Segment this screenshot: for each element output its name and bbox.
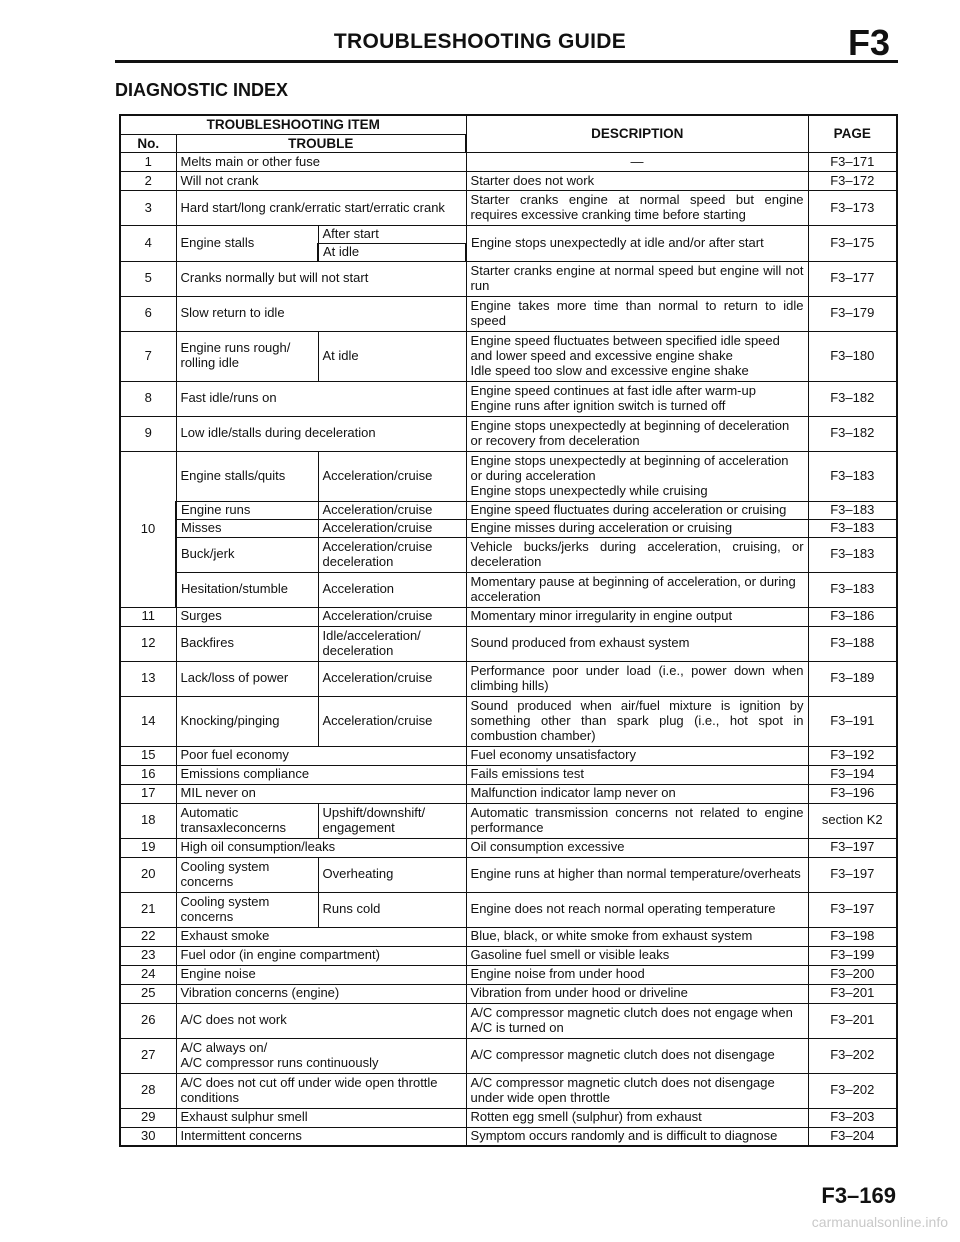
table-row: [120, 626, 897, 661]
section-code: F3: [847, 22, 890, 63]
row-page: F3–173: [808, 191, 897, 226]
table-row: [120, 381, 897, 416]
table-row: [120, 172, 897, 191]
row-page: F3–202: [808, 1038, 897, 1073]
table-row: [120, 965, 897, 984]
row-no: 13: [120, 661, 176, 696]
row-no: 20: [120, 857, 176, 892]
row-no: 16: [120, 765, 176, 784]
row-trouble: Fast idle/runs on: [176, 381, 466, 416]
table-row: [120, 661, 897, 696]
trouble-line: A/C compressor runs continuously: [180, 1054, 379, 1070]
row-trouble: Melts main or other fuse: [176, 153, 466, 172]
row-description: Rotten egg smell (sulphur) from exhaust: [466, 1108, 808, 1127]
row-no: 11: [120, 607, 176, 626]
row-description: Starter does not work: [466, 172, 808, 191]
row-no: 2: [120, 172, 176, 191]
row-no: 28: [120, 1073, 176, 1108]
table-row: [120, 1038, 897, 1073]
row-page: F3–197: [808, 857, 897, 892]
description-header: DESCRIPTION: [466, 115, 808, 153]
row-description: Automatic transmission concerns not related to engine performance: [466, 803, 808, 838]
row-condition: Acceleration/cruise: [318, 661, 466, 696]
row-condition: Overheating: [318, 857, 466, 892]
row-description: Engine misses during acceleration or cruising: [466, 519, 808, 537]
row-trouble: Lack/loss of power: [176, 661, 318, 696]
table-row: [120, 261, 897, 296]
table-row: [120, 191, 897, 226]
row-condition: Runs cold: [318, 892, 466, 927]
row-description: Vehicle bucks/jerks during acceleration, cruising, or deceleration: [466, 537, 808, 572]
row-trouble: Backfires: [176, 626, 318, 661]
table-row: [120, 416, 897, 451]
row-no: 1: [120, 153, 176, 172]
row-no: 27: [120, 1038, 176, 1073]
row-trouble: Hesitation/stumble: [176, 572, 318, 607]
row-page: F3–189: [808, 661, 897, 696]
row-trouble: Low idle/stalls during deceleration: [176, 416, 466, 451]
row-page: F3–192: [808, 746, 897, 765]
row-description: Engine stops unexpectedly at idle and/or after start: [466, 226, 808, 262]
row-trouble: Intermittent concerns: [176, 1127, 466, 1146]
header-divider: [115, 60, 898, 63]
row-description: [466, 331, 808, 381]
row-no: 15: [120, 746, 176, 765]
row-trouble: Engine stalls/quits: [176, 451, 318, 501]
table-row: [120, 153, 897, 172]
row-description: Sound produced from exhaust system: [466, 626, 808, 661]
row-no: 3: [120, 191, 176, 226]
table-row: [120, 946, 897, 965]
row-page: F3–182: [808, 381, 897, 416]
row-no: 26: [120, 1003, 176, 1038]
row-trouble: Knocking/pinging: [176, 696, 318, 746]
row-description: Engine speed fluctuates during acceleration or cruising: [466, 501, 808, 519]
row-description: Performance poor under load (i.e., power down when climbing hills): [466, 661, 808, 696]
table-row: [120, 451, 897, 501]
row-no: 21: [120, 892, 176, 927]
table-row: [120, 927, 897, 946]
row-page: F3–175: [808, 226, 897, 262]
row-page: F3–203: [808, 1108, 897, 1127]
row-description: Engine noise from under hood: [466, 965, 808, 984]
row-description: A/C compressor magnetic clutch does not disengage: [466, 1038, 808, 1073]
row-condition: Acceleration/cruise: [318, 451, 466, 501]
description-line: Engine speed fluctuates between specified idle speed and lower speed and excessive engine shake: [470, 333, 780, 363]
row-trouble: Engine stalls: [176, 226, 318, 262]
row-trouble: Engine runs: [176, 501, 318, 519]
row-description: Engine takes more time than normal to return to idle speed: [466, 296, 808, 331]
row-description: Starter cranks engine at normal speed but engine will not run: [466, 261, 808, 296]
row-no: 10: [120, 451, 176, 607]
row-page: F3–194: [808, 765, 897, 784]
row-no: 18: [120, 803, 176, 838]
row-condition: Acceleration/cruise: [318, 501, 466, 519]
row-description: Blue, black, or white smoke from exhaust system: [466, 927, 808, 946]
row-page: F3–177: [808, 261, 897, 296]
row-no: 12: [120, 626, 176, 661]
row-trouble: A/C does not work: [176, 1003, 466, 1038]
trouble-header: TROUBLE: [176, 134, 466, 153]
row-page: F3–197: [808, 892, 897, 927]
row-no: 22: [120, 927, 176, 946]
description-line: Engine stops unexpectedly while cruising: [470, 482, 708, 498]
row-no: 8: [120, 381, 176, 416]
row-trouble: MIL never on: [176, 784, 466, 803]
row-page: F3–199: [808, 946, 897, 965]
description-line: Idle speed too slow and excessive engine shake: [470, 362, 749, 378]
row-trouble: Cooling system concerns: [176, 892, 318, 927]
section-title: DIAGNOSTIC INDEX: [115, 80, 289, 100]
row-description: Momentary minor irregularity in engine output: [466, 607, 808, 626]
row-condition: Acceleration/cruise: [318, 607, 466, 626]
row-page: F3–186: [808, 607, 897, 626]
row-trouble: Engine noise: [176, 965, 466, 984]
row-trouble: Fuel odor (in engine compartment): [176, 946, 466, 965]
table-row: [120, 838, 897, 857]
no-header: No.: [120, 134, 176, 153]
table-row: [120, 857, 897, 892]
table-row: [120, 696, 897, 746]
row-page: F3–204: [808, 1127, 897, 1146]
row-trouble: Surges: [176, 607, 318, 626]
row-trouble: Engine runs rough/ rolling idle: [176, 331, 318, 381]
table-row: [120, 1108, 897, 1127]
table-row: [120, 296, 897, 331]
table-row: [120, 331, 897, 381]
row-description: Sound produced when air/fuel mixture is ignition by something other than spark plug (i.e., hot spot in combustion chamber): [466, 696, 808, 746]
row-page: F3–183: [808, 501, 897, 519]
table-row: [120, 607, 897, 626]
row-page: F3–196: [808, 784, 897, 803]
row-page: F3–191: [808, 696, 897, 746]
row-page: F3–183: [808, 537, 897, 572]
row-trouble: Poor fuel economy: [176, 746, 466, 765]
row-description: [466, 451, 808, 501]
row-description: Momentary pause at beginning of acceleration, or during acceleration: [466, 572, 808, 607]
row-no: 9: [120, 416, 176, 451]
row-trouble: A/C does not cut off under wide open throttle conditions: [176, 1073, 466, 1108]
row-description: Vibration from under hood or driveline: [466, 984, 808, 1003]
row-description: Gasoline fuel smell or visible leaks: [466, 946, 808, 965]
description-line: Engine stops unexpectedly at beginning of acceleration or during acceleration: [470, 453, 789, 483]
table-row: [120, 226, 897, 244]
page-header-title: TROUBLESHOOTING GUIDE: [333, 30, 627, 53]
row-no: 30: [120, 1127, 176, 1146]
table-row: [120, 1127, 897, 1146]
row-description: Engine does not reach normal operating temperature: [466, 892, 808, 927]
row-page: F3–179: [808, 296, 897, 331]
row-description: A/C compressor magnetic clutch does not disengage under wide open throttle: [466, 1073, 808, 1108]
table-row: [120, 784, 897, 803]
row-description: —: [466, 153, 808, 172]
table-row: [120, 537, 897, 572]
row-no: 23: [120, 946, 176, 965]
row-condition: Idle/acceleration/ deceleration: [318, 626, 466, 661]
row-trouble: High oil consumption/leaks: [176, 838, 466, 857]
row-no: 14: [120, 696, 176, 746]
table-row: [120, 984, 897, 1003]
table-row: [120, 501, 897, 519]
description-line: Engine speed continues at fast idle after warm-up: [470, 382, 756, 398]
row-description: Engine stops unexpectedly at beginning of deceleration or recovery from deceleration: [466, 416, 808, 451]
description-line: Engine runs after ignition switch is turned off: [470, 397, 726, 413]
row-page: F3–182: [808, 416, 897, 451]
row-description: Symptom occurs randomly and is difficult to diagnose: [466, 1127, 808, 1146]
row-no: 7: [120, 331, 176, 381]
row-condition: Upshift/downshift/ engagement: [318, 803, 466, 838]
row-page: F3–171: [808, 153, 897, 172]
table-row: [120, 892, 897, 927]
row-trouble: Exhaust smoke: [176, 927, 466, 946]
row-page: F3–172: [808, 172, 897, 191]
row-no: 19: [120, 838, 176, 857]
row-no: 24: [120, 965, 176, 984]
row-page: F3–180: [808, 331, 897, 381]
row-trouble: Misses: [176, 519, 318, 537]
page-header: PAGE: [808, 115, 897, 153]
row-page: F3–183: [808, 572, 897, 607]
row-page: F3–183: [808, 519, 897, 537]
row-page: F3–200: [808, 965, 897, 984]
row-description: Oil consumption excessive: [466, 838, 808, 857]
row-trouble: Cranks normally but will not start: [176, 261, 466, 296]
row-page: F3–198: [808, 927, 897, 946]
row-no: 5: [120, 261, 176, 296]
row-condition: Acceleration/cruise: [318, 696, 466, 746]
row-trouble: Will not crank: [176, 172, 466, 191]
row-description: Fails emissions test: [466, 765, 808, 784]
row-condition: Acceleration/cruise: [318, 519, 466, 537]
row-condition: After start: [318, 226, 466, 244]
troubleshooting-item-header: TROUBLESHOOTING ITEM: [120, 115, 466, 134]
row-no: 17: [120, 784, 176, 803]
row-condition: At idle: [318, 331, 466, 381]
page-number: F3–169: [821, 1183, 896, 1208]
row-trouble: Exhaust sulphur smell: [176, 1108, 466, 1127]
row-page: F3–183: [808, 451, 897, 501]
table-row: [120, 803, 897, 838]
table-row: [120, 1003, 897, 1038]
row-no: 6: [120, 296, 176, 331]
table-row: [120, 519, 897, 537]
row-trouble: Hard start/long crank/erratic start/erratic crank: [176, 191, 466, 226]
watermark: carmanualsonline.info: [811, 1214, 948, 1230]
row-no: 4: [120, 226, 176, 262]
diagnostic-index-table: [119, 114, 898, 1147]
row-description: Starter cranks engine at normal speed but engine requires excessive cranking time before starting: [466, 191, 808, 226]
row-page: F3–197: [808, 838, 897, 857]
row-page: F3–201: [808, 984, 897, 1003]
row-trouble: Buck/jerk: [176, 537, 318, 572]
row-no: 25: [120, 984, 176, 1003]
table-row: [120, 765, 897, 784]
row-trouble: [176, 1038, 466, 1073]
row-trouble: Vibration concerns (engine): [176, 984, 466, 1003]
row-page: F3–202: [808, 1073, 897, 1108]
row-description: [466, 381, 808, 416]
row-description: Fuel economy unsatisfactory: [466, 746, 808, 765]
row-trouble: Automatic transaxleconcerns: [176, 803, 318, 838]
row-trouble: Cooling system concerns: [176, 857, 318, 892]
table-row: [120, 1073, 897, 1108]
row-condition: At idle: [318, 243, 466, 261]
row-page: F3–201: [808, 1003, 897, 1038]
row-page: F3–188: [808, 626, 897, 661]
row-condition: Acceleration/cruise deceleration: [318, 537, 466, 572]
row-no: 29: [120, 1108, 176, 1127]
row-trouble: Slow return to idle: [176, 296, 466, 331]
trouble-line: A/C always on/: [180, 1039, 268, 1055]
row-condition: Acceleration: [318, 572, 466, 607]
table-row: [120, 572, 897, 607]
row-trouble: Emissions compliance: [176, 765, 466, 784]
row-description: A/C compressor magnetic clutch does not engage when A/C is turned on: [466, 1003, 808, 1038]
row-description: Engine runs at higher than normal temperature/overheats: [466, 857, 808, 892]
row-description: Malfunction indicator lamp never on: [466, 784, 808, 803]
table-row: [120, 746, 897, 765]
row-page: section K2: [808, 803, 897, 838]
